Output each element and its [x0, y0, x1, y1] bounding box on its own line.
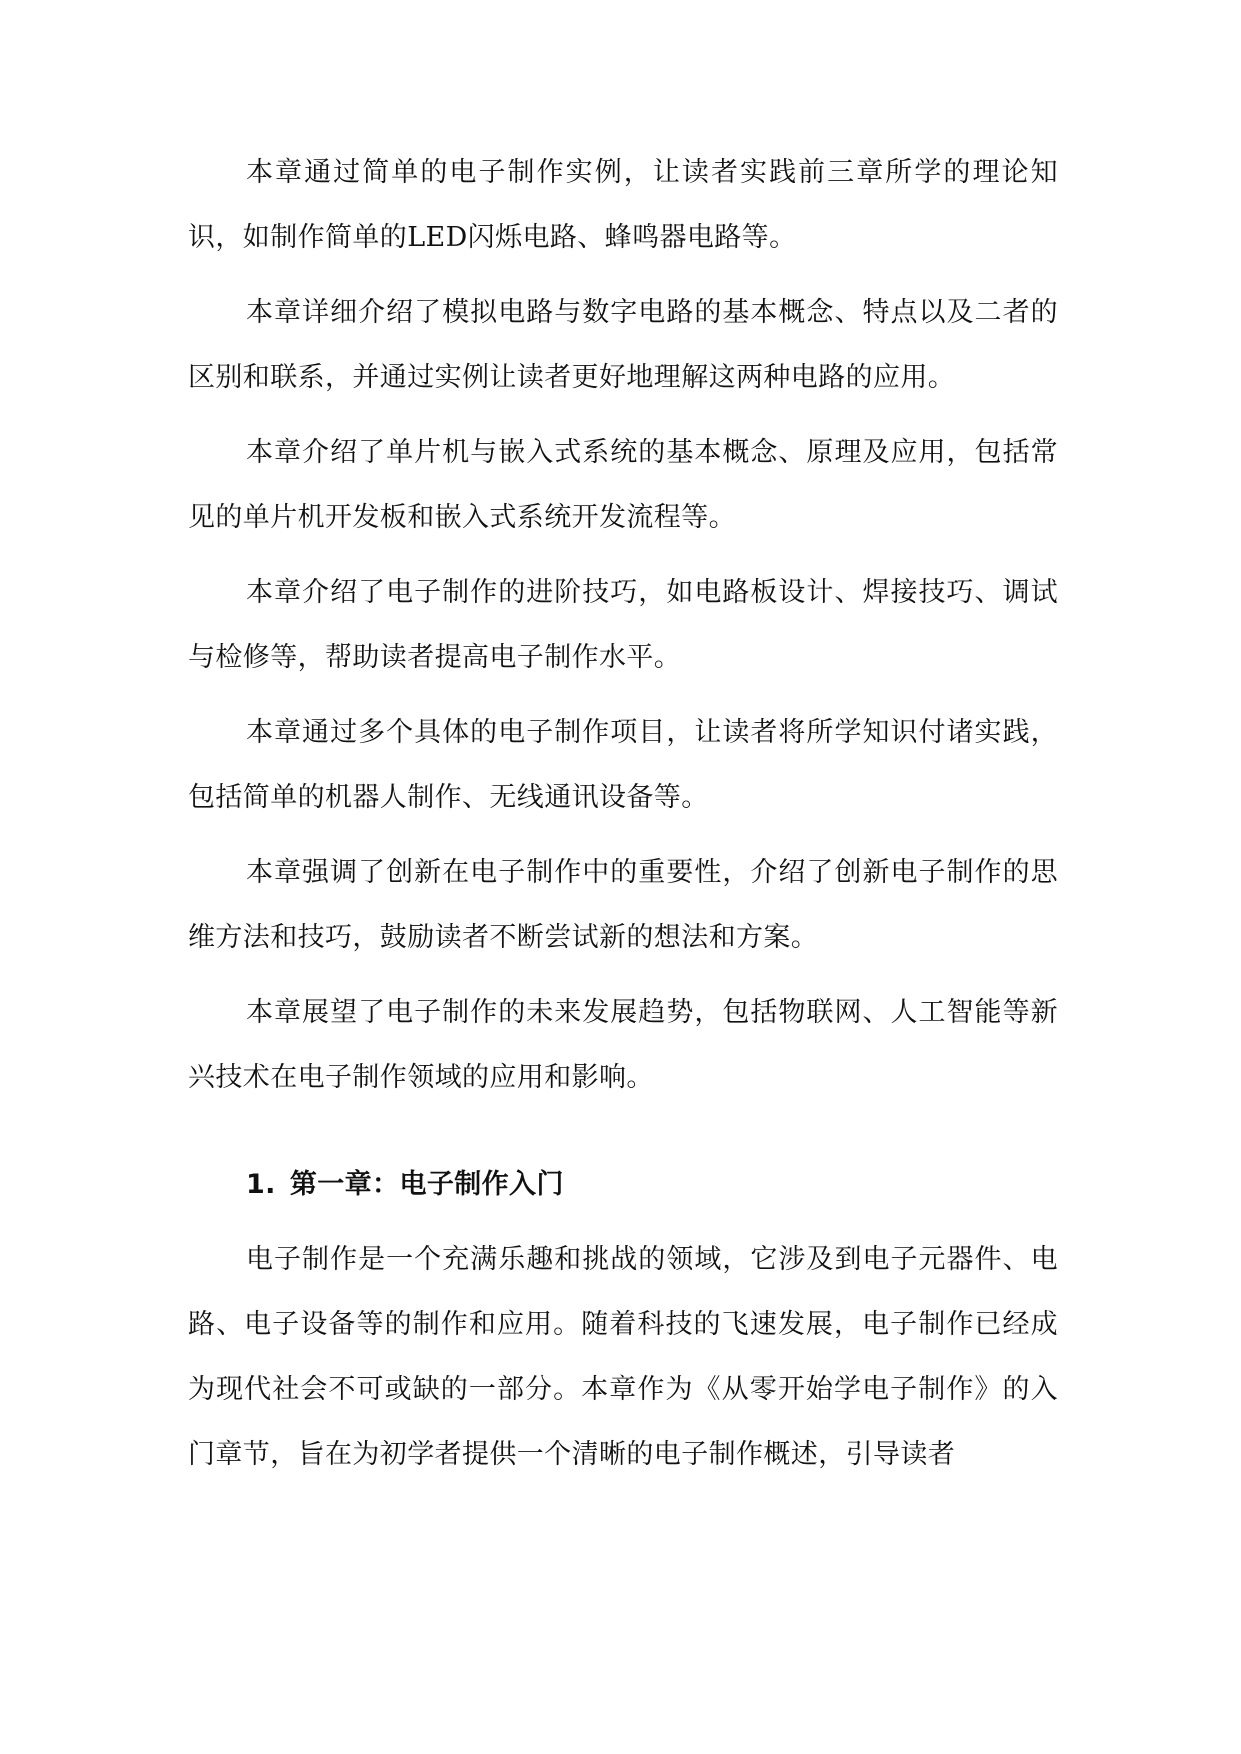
summary-paragraph-5: 本章通过多个具体的电子制作项目，让读者将所学知识付诸实践，包括简单的机器人制作、无线通讯设备等。	[188, 717, 1058, 813]
summary-paragraph-3: 本章介绍了单片机与嵌入式系统的基本概念、原理及应用，包括常见的单片机开发板和嵌入式系统开发流程等。	[188, 437, 1058, 533]
summary-paragraph-2: 本章详细介绍了模拟电路与数字电路的基本概念、特点以及二者的区别和联系，并通过实例让读者更好地理解这两种电路的应用。	[188, 297, 1058, 393]
section-heading	[188, 1152, 1058, 1217]
summary-paragraph-6: 本章强调了创新在电子制作中的重要性，介绍了创新电子制作的思维方法和技巧，鼓励读者不断尝试新的想法和方案。	[188, 857, 1058, 953]
section-number: 1.	[246, 1169, 276, 1200]
section-intro-paragraph: 电子制作是一个充满乐趣和挑战的领域，它涉及到电子元器件、电路、电子设备等的制作和应用。随着科技的飞速发展，电子制作已经成为现代社会不可或缺的一部分。本章作为《从零开始学电子制作》的入门章节，旨在为初学者提供一个清晰的电子制作概述，引导读者	[188, 1244, 1058, 1470]
summary-paragraph-1: 本章通过简单的电子制作实例，让读者实践前三章所学的理论知识，如制作简单的LED闪烁电路、蜂鸣器电路等。	[188, 157, 1058, 253]
summary-paragraph-4: 本章介绍了电子制作的进阶技巧，如电路板设计、焊接技巧、调试与检修等，帮助读者提高电子制作水平。	[188, 577, 1058, 673]
section-title: 第一章：电子制作入门	[289, 1169, 564, 1200]
document-body	[188, 140, 1058, 1497]
summary-paragraph-7: 本章展望了电子制作的未来发展趋势，包括物联网、人工智能等新兴技术在电子制作领域的应用和影响。	[188, 997, 1058, 1093]
